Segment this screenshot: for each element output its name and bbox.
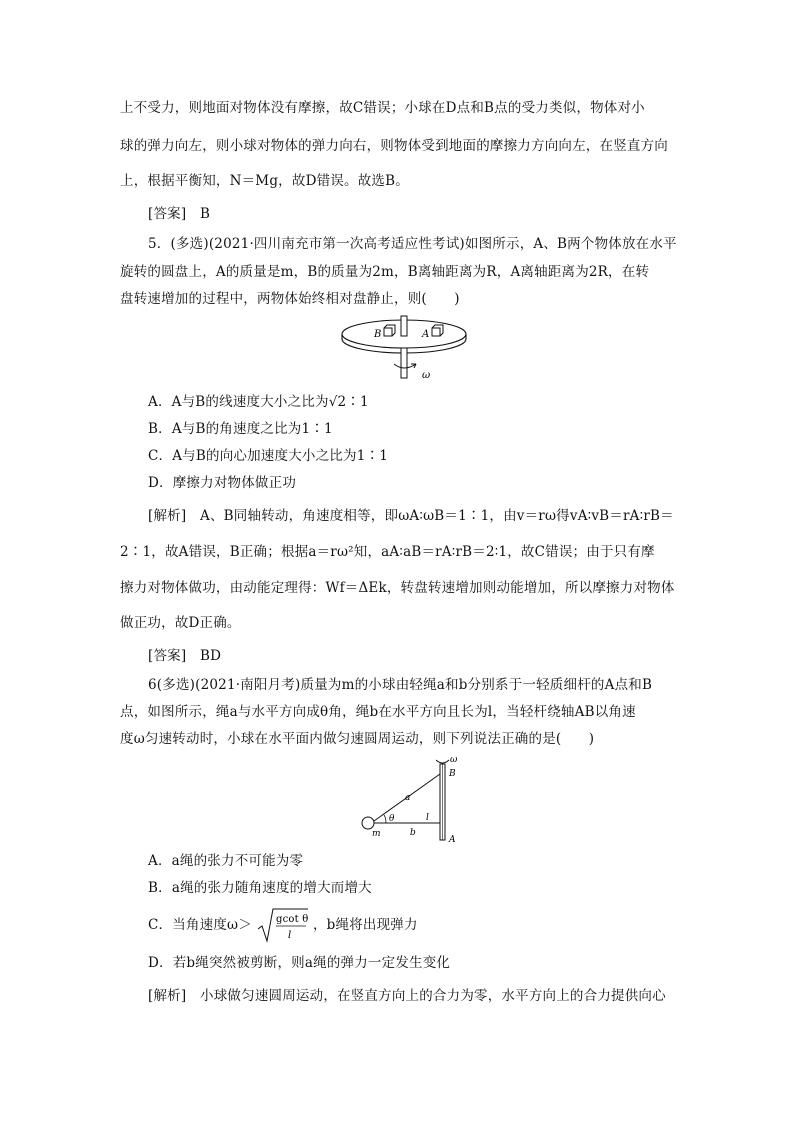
option-a: A．A与B的线速度大小之比为√2∶1 [148,394,369,410]
option-b: B．A与B的角速度之比为1∶1 [148,421,333,437]
analysis-5-line: [解析] A、B同轴转动，角速度相等，即ωA∶ωB＝1∶1，由v＝rω得vA∶vB＝rA∶rB＝ [148,508,674,524]
option-c-prefix: C．当角速度ω＞ [148,917,252,933]
option-d: D．若b绳突然被剪断，则a绳的弹力一定发生变化 [148,955,451,971]
option-c-suffix: ，b绳将出现弹力 [312,917,418,933]
label-m: m [372,829,381,839]
label-theta: θ [389,814,395,824]
option-c: C．A与B的向心加速度大小之比为1∶1 [148,448,388,464]
question-6-line: 6(多选)(2021·南阳月考)质量为m的小球由轻绳a和b分别系于一轻质细杆的A点和B [148,677,653,693]
rod-ball-figure [358,754,468,844]
paragraph-line: 上不受力，则地面对物体没有摩擦，故C错误；小球在D点和B点的受力类似，物体对小 [120,100,645,116]
question-5-line: 5．(多选)(2021·四川南充市第一次高考适应性考试)如图所示，A、B两个物体放在水平 [148,236,677,252]
label-omega: ω [450,755,458,765]
analysis-5-line: 做正功，故D正确。 [120,615,241,631]
option-a: A．a绳的张力不可能为零 [148,853,304,869]
analysis-5-line: 擦力对物体做功，由动能定理得：Wf＝ΔEk，转盘转速增加则动能增加，所以摩擦力对物体 [120,580,675,596]
analysis-5-line: 2∶1，故A错误，B正确；根据a＝rω²知，aA∶aB＝rA∶rB＝2∶1，故C错误；由于只有摩 [120,544,655,560]
rotation-arrow [436,760,449,763]
label-a-rope: a [405,793,411,803]
label-b: B [374,329,382,340]
option-d: D．摩擦力对物体做正功 [148,475,297,491]
fraction-denominator: l [288,929,292,941]
label-a: A [422,329,430,340]
analysis-6-line: [解析] 小球做匀速圆周运动，在竖直方向上的合力为零，水平方向上的合力提供向心 [148,988,666,1004]
fraction-numerator: gcot θ [276,913,309,925]
label-b-point: B [449,769,456,779]
turntable-figure [338,312,470,384]
question-6-line: 点，如图所示，绳a与水平方向成θ角，绳b在水平方向且长为l，当轻杆绕轴AB以角速 [120,704,636,720]
sqrt-sign [256,907,308,945]
question-6-line: 度ω匀速转动时，小球在水平面内做匀速圆周运动，则下列说法正确的是( ) [120,731,595,747]
answer-4: [答案] B [148,206,211,222]
label-omega: ω [422,370,431,381]
label-b-rope: b [410,828,416,838]
paragraph-line: 上，根据平衡知，N＝Mg，故D错误。故选B。 [120,173,409,189]
question-5-line: 盘转速增加的过程中，两物体始终相对盘静止，则( ) [120,291,460,307]
question-5-line: 旋转的圆盘上，A的质量是m，B的质量为2m，B离轴距离为R，A离轴距离为2R，在转 [120,264,650,280]
option-b: B．a绳的张力随角速度的增大而增大 [148,880,372,896]
answer-5: [答案] BD [148,648,222,664]
sqrt-fraction [256,913,309,941]
label-l: l [426,813,429,823]
option-c [148,913,418,941]
ball [362,817,374,829]
label-a-point: A [449,835,456,844]
paragraph-line: 球的弹力向左，则小球对物体的弹力向右，则物体受到地面的摩擦力方向向左，在竖直方向 [120,138,668,154]
